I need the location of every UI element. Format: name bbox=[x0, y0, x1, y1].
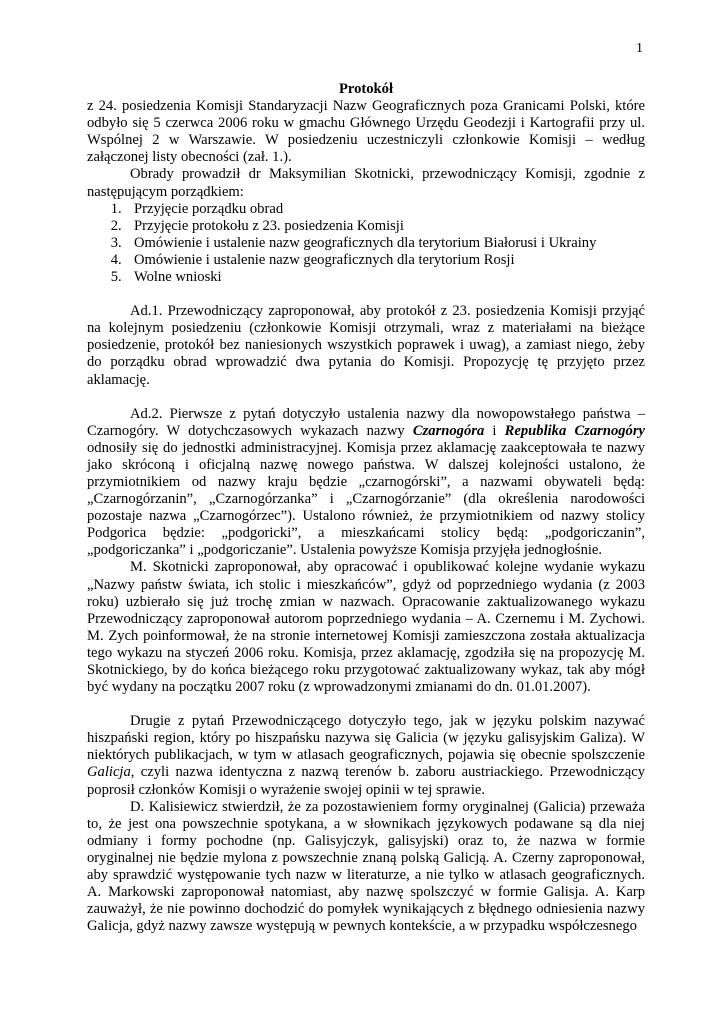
galicia-text-continued: , czyli nazwa identyczna z nazwą terenów b. zaboru austriackiego. Przewodniczący poprosił członków Komisji o wyrażenie swojej opinii w tej sprawie. bbox=[87, 764, 645, 798]
chair-paragraph: Obrady prowadził dr Maksymilian Skotnicki, przewodniczący Komisji, zgodnie z następującym porządkiem: bbox=[87, 166, 645, 200]
ad1-paragraph: Ad.1. Przewodniczący zaproponował, aby protokół z 23. posiedzenia Komisji przyjąć na kolejnym posiedzeniu (członkowie Komisji otrzymali, wraz z materiałami na bieżące posiedzenie, protokół bez naniesionych wszystkich poprawek i uwag), a zamiast niego, żeby do porządku obrad wprowadzić dwa pytania do Komisji. Propozycję tę przyjęto przez aklamację. bbox=[87, 303, 645, 388]
kalisiewicz-paragraph: D. Kalisiewicz stwierdził, że za pozostawieniem formy oryginalnej (Galicia) przeważa to, że jest ona powszechnie spotykana, a w słownikach językowych podawane są dla niej odmiany i formy pochodne (np. Galisyjczyk, galisyjski) oraz to, że nazwa w formie oryginalnej nie będzie mylona z powszechnie znaną polską Galicją. A. Czerny zaproponował, aby sprawdzić występowanie tych nazw w literaturze, a nie tylko w atlasach geograficznych. A. Markowski zaproponował natomiast, aby nazwę spolszczyć w formie Galisja. A. Karp zauważył, że nie powinno dochodzić do pomyłek wynikających z błędnego odniesienia nazwy Galicja, gdyż nazwy zawsze występują w pewnych kontekście, a w przypadku współczesnego bbox=[87, 798, 645, 935]
agenda-item: 4. Omówienie i ustalenie nazw geograficznych dla terytorium Rosji bbox=[129, 252, 645, 269]
agenda-item: 1. Przyjęcie porządku obrad bbox=[129, 201, 645, 218]
document-body bbox=[87, 81, 645, 935]
country-name-official: Republika Czarnogóry bbox=[504, 422, 646, 439]
agenda-list bbox=[87, 201, 645, 286]
skotnicki-paragraph: M. Skotnicki zaproponował, aby opracować i opublikować kolejne wydanie wykazu „Nazwy państw świata, ich stolic i mieszkańców”, gdyż od poprzedniego wydania (z 2003 roku) uzbierało się już trochę zmian w nazwach. Opracowanie zaktualizowanego wykazu Przewodniczący zaproponował autorom poprzedniego wydania – A. Czernemu i M. Zychowi. M. Zych poinformował, że na stronie internetowej Komisji zamieszczona została aktualizacja tego wykazu na styczeń 2006 roku. Komisja, przez aklamację, zgodziła się na propozycję M. Skotnickiego, by do końca bieżącego roku przygotować zaktualizowany wykaz, tak aby mógł być wydany na początku 2007 roku (z wprowadzonymi zmianami do dn. 01.01.2007). bbox=[87, 559, 645, 696]
agenda-item: 3. Omówienie i ustalenie nazw geograficznych dla terytorium Białorusi i Ukrainy bbox=[129, 235, 645, 252]
galicja-italic: Galicja bbox=[87, 764, 131, 781]
document-title: Protokół bbox=[338, 81, 394, 97]
intro-paragraph: z 24. posiedzenia Komisji Standaryzacji Nazw Geograficznych poza Granicami Polski, które odbyło się 5 czerwca 2006 roku w gmachu Głównego Urzędu Geodezji i Kartografii przy ul. Wspólnej 2 w Warszawie. W posiedzeniu uczestniczyli członkowie Komisji – według załączonej listy obecności (zał. 1.). bbox=[87, 98, 645, 166]
ad2-text: Ad.2. Pierwsze z pytań dotyczyło ustalenia nazwy dla nowopowstałego państwa – Czarnogóry. W dotychczasowych wykazach nazwy bbox=[87, 405, 645, 439]
ad2-text-continued: odnosiły się do jednostki administracyjnej. Komisja przez aklamację zaakceptowała te nazwy jako skróconą i oficjalną nazwę nowego państwa. W dalszej kolejności ustalono, że przymiotnikiem od nazwy kraju będzie „czarnogórski”, a nazwami obywateli będą: „Czarnogórzanin”, „Czarnogórzanka” i „Czarnogórzanie” (dla określenia narodowości pozostaje nazwa „Czarnogórzec”). Ustalono również, że przymiotnikiem od nazwy stolicy Podgorica będzie: „podgoricki”, a mieszkańcami stolicy będą: „podgoriczanin”, „podgoriczanka” i „podgoriczanie”. Ustalenia powyższe Komisja przyjęła jednogłośnie. bbox=[87, 439, 645, 559]
galicia-paragraph bbox=[87, 713, 645, 798]
galicia-text: Drugie z pytań Przewodniczącego dotyczyło tego, jak w języku polskim nazywać hiszpański region, który po hiszpańsku nazywa się Galicia (w języku galisyjskim Galiza). W niektórych publikacjach, w tym w atlasach geograficznych, pojawia się obecnie spolszczenie bbox=[87, 713, 645, 764]
page-number: 1 bbox=[636, 41, 643, 56]
ad2-paragraph bbox=[87, 406, 645, 560]
country-name-short: Czarnogóra bbox=[412, 422, 485, 439]
ad2-conjunction: i bbox=[484, 422, 505, 439]
agenda-item: 2. Przyjęcie protokołu z 23. posiedzenia Komisji bbox=[129, 218, 645, 235]
agenda-item: 5. Wolne wnioski bbox=[129, 269, 645, 286]
